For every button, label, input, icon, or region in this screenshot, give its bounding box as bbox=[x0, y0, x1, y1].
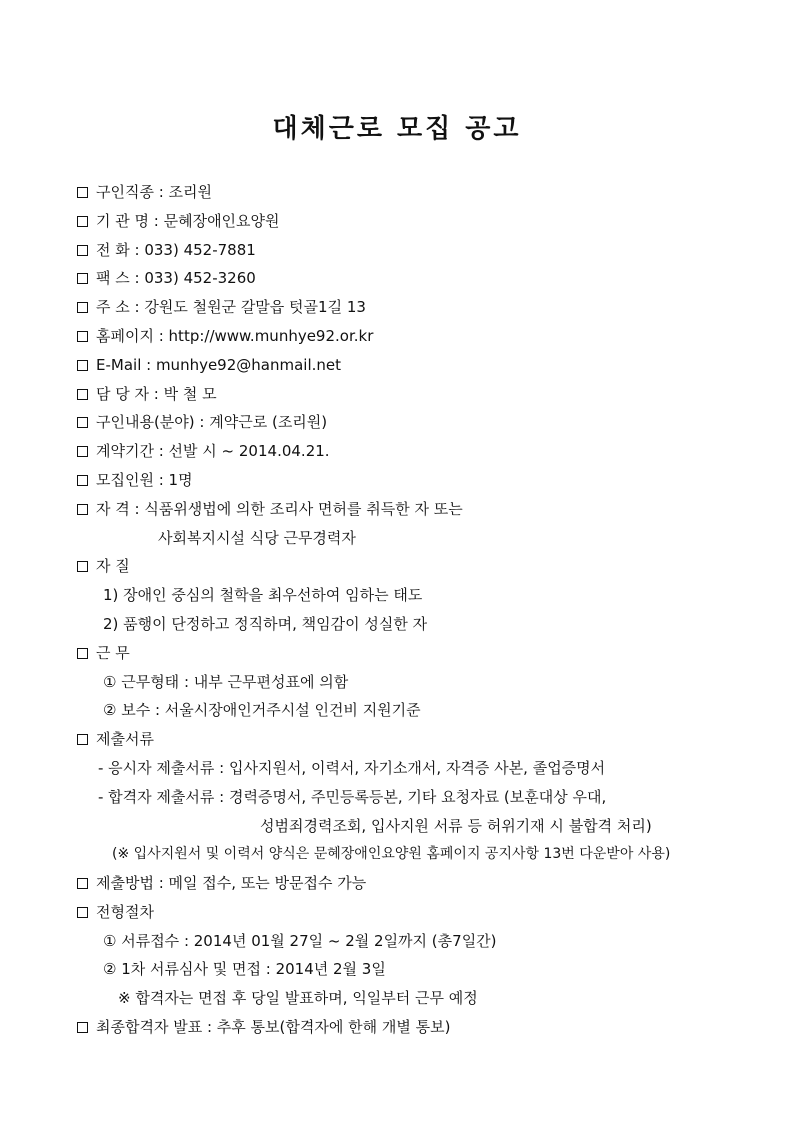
documents-text: 제출서류 bbox=[96, 730, 154, 748]
checkbox-icon bbox=[77, 245, 88, 256]
documents-item: - 응시자 제출서류 : 입사지원서, 이력서, 자기소개서, 자격증 사본, 졸업증명서 bbox=[98, 759, 606, 777]
checkbox-icon bbox=[77, 475, 88, 486]
fax-text: 팩 스 : 033) 452-3260 bbox=[96, 269, 256, 287]
final-text: 최종합격자 발표 : 추후 통보(합격자에 한해 개별 통보) bbox=[96, 1018, 451, 1036]
checkbox-icon bbox=[77, 389, 88, 400]
checkbox-icon bbox=[77, 734, 88, 745]
process-note: ※ 합격자는 면접 후 당일 발표하며, 익일부터 근무 예정 bbox=[118, 989, 478, 1007]
aptitude-text: 자 질 bbox=[96, 557, 130, 575]
submit-text: 제출방법 : 메일 접수, 또는 방문접수 가능 bbox=[96, 874, 367, 892]
process-text: 전형절차 bbox=[96, 903, 154, 921]
address-line bbox=[77, 296, 366, 318]
job-line bbox=[77, 181, 212, 203]
checkbox-icon bbox=[77, 446, 88, 457]
checkbox-icon bbox=[77, 648, 88, 659]
content-text: 구인내용(분야) : 계약근로 (조리원) bbox=[96, 413, 328, 431]
checkbox-icon bbox=[77, 1022, 88, 1033]
process-item: ② 1차 서류심사 및 면접 : 2014년 2월 3일 bbox=[103, 960, 386, 978]
email-line bbox=[77, 354, 341, 376]
duty-item: ② 보수 : 서울시장애인거주시설 인건비 지원기준 bbox=[103, 701, 421, 719]
aptitude-item: 2) 품행이 단정하고 정직하며, 책임감이 성실한 자 bbox=[103, 615, 428, 633]
submit-line bbox=[77, 872, 366, 894]
documents-line bbox=[77, 728, 154, 750]
documents-note: (※ 입사지원서 및 이력서 양식은 문혜장애인요양원 홈페이지 공지사항 13번 다운받아 사용) bbox=[112, 846, 671, 862]
period-text: 계약기간 : 선발 시 ~ 2014.04.21. bbox=[96, 442, 330, 460]
content-line bbox=[77, 411, 327, 433]
email-text: E-Mail : munhye92@hanmail.net bbox=[96, 356, 342, 374]
tel-text: 전 화 : 033) 452-7881 bbox=[96, 241, 256, 259]
period-line bbox=[77, 440, 330, 462]
qualification-text: 자 격 : 식품위생법에 의한 조리사 면허를 취득한 자 또는 bbox=[96, 500, 463, 518]
checkbox-icon bbox=[77, 187, 88, 198]
homepage-line bbox=[77, 325, 373, 347]
process-item: ① 서류접수 : 2014년 01월 27일 ~ 2월 2일까지 (총7일간) bbox=[103, 932, 497, 950]
checkbox-icon bbox=[77, 907, 88, 918]
job-text: 구인직종 : 조리원 bbox=[96, 183, 213, 201]
manager-text: 담 당 자 : 박 철 모 bbox=[96, 385, 217, 403]
documents-item: - 합격자 제출서류 : 경력증명서, 주민등록등본, 기타 요청자료 (보훈대상 우대, bbox=[98, 788, 607, 806]
address-text: 주 소 : 강원도 철원군 갈말읍 텃골1길 13 bbox=[96, 298, 366, 316]
count-text: 모집인원 : 1명 bbox=[96, 471, 193, 489]
count-line bbox=[77, 469, 193, 491]
checkbox-icon bbox=[77, 273, 88, 284]
checkbox-icon bbox=[77, 216, 88, 227]
process-line bbox=[77, 901, 154, 923]
duty-item: ① 근무형태 : 내부 근무편성표에 의함 bbox=[103, 673, 349, 691]
checkbox-icon bbox=[77, 417, 88, 428]
checkbox-icon bbox=[77, 331, 88, 342]
fax-line bbox=[77, 267, 256, 289]
tel-line bbox=[77, 239, 256, 261]
aptitude-line bbox=[77, 555, 130, 577]
checkbox-icon bbox=[77, 360, 88, 371]
manager-line bbox=[77, 383, 217, 405]
homepage-text: 홈페이지 : http://www.munhye92.or.kr bbox=[96, 327, 374, 345]
documents-continuation: 성범죄경력조회, 입사지원 서류 등 허위기재 시 불합격 처리) bbox=[260, 817, 652, 835]
checkbox-icon bbox=[77, 504, 88, 515]
aptitude-item: 1) 장애인 중심의 철학을 최우선하여 임하는 태도 bbox=[103, 586, 423, 604]
duty-line bbox=[77, 642, 130, 664]
checkbox-icon bbox=[77, 561, 88, 572]
checkbox-icon bbox=[77, 878, 88, 889]
qualification-continuation: 사회복지시설 식당 근무경력자 bbox=[158, 529, 356, 547]
duty-text: 근 무 bbox=[96, 644, 130, 662]
checkbox-icon bbox=[77, 302, 88, 313]
org-line bbox=[77, 210, 280, 232]
document-title: 대체근로 모집 공고 bbox=[272, 114, 522, 144]
qualification-line bbox=[77, 498, 463, 520]
final-line bbox=[77, 1016, 450, 1038]
org-text: 기 관 명 : 문혜장애인요양원 bbox=[96, 212, 280, 230]
